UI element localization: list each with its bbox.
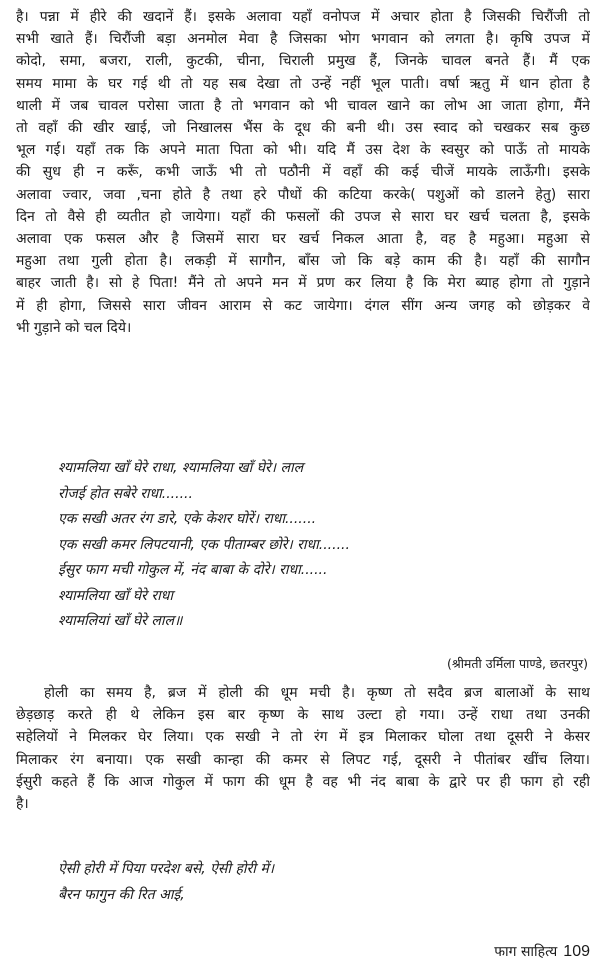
body-paragraph-2 [16, 682, 590, 815]
verse-line: रोजई होत सबेरे राधा....... [58, 485, 193, 502]
text-line: बाहर जाती है। सो हे पिता! मैंने तो अपने मन में प्रण कर लिया है कि मेरा ब्याह होगा तो गुड़ाने [16, 275, 590, 292]
text-line: सहेलियों ने मिलकर घेर लिया। एक सखी ने तो रंग में इत्र मिलाकर घोला तथा दूसरी ने केसर [16, 729, 590, 746]
text-line: भूल गई। यहाँ तक कि अपने माता पिता को भी। यदि मैं उस देश के स्वसुर को पाऊँ तो मायके [16, 142, 590, 159]
text-line: समय मामा के घर गई थी तो यह सब देखा तो उन्हें नहीं भूल पाती। वर्षा ऋतु में धान होता है [16, 75, 590, 92]
text-line: है। [16, 796, 29, 813]
text-line: भी गुड़ाने को चल दिये। [16, 319, 132, 336]
text-line: है। पन्ना में हीरे की खदानें हैं। इसके अलावा यहाँ वनोपज में अचार होता है जिसकी चिरौंजी तो [16, 9, 590, 25]
text-line: कोदो, समा, बजरा, राली, कुटकी, चीना, चिराली प्रमुख हैं, जिनके चावल बनते हैं। मैं एक [16, 53, 590, 70]
text-line: सभी खाते हैं। चिरौंजी बड़ा अनमोल मेवा है जिसका भोग भगवान को लगता है। कृषि उपज में [16, 31, 590, 48]
text-line: तो वहाँ की खीर खाई, जो निखालस भैंस के दूध की बनी थी। उस स्वाद को चखकर सब कुछ [16, 120, 590, 137]
text-line: होली का समय है, ब्रज में होली की धूम मची है। कृष्ण तो सदैव ब्रज बालाओं के साथ [44, 685, 590, 701]
verse-line: एक सखी कमर लिपटयानी, एक पीताम्बर छोरे। राधा....... [58, 536, 350, 553]
text-line: दिन तो वैसे ही व्यतीत हो जायेगा। यहाँ की फसलों की उपज से सारा घर खर्च चलता है, इसके [16, 208, 590, 225]
page-number: 109 [563, 943, 590, 960]
text-line: ईसुरी कहते हैं कि आज गोकुल में फाग की धूम है वह भी नंद बाबा के द्वारे पर ही फाग हो रही [16, 773, 590, 790]
verse-line: श्यामलिया खाँ घेरे राधा, श्यामलिया खाँ घेरे। लाल [58, 460, 304, 476]
text-line: में ही होगा, जिससे सारा जीवन आराम से कट जायेगा। दंगल सींग अन्य जगह को छोड़कर वे [16, 297, 590, 314]
folk-song-verse-2 [58, 857, 578, 908]
poem-attribution: (श्रीमती उर्मिला पाण्डे, छतरपुर) [446, 656, 588, 671]
body-paragraph-1 [16, 6, 590, 339]
text-line: थाली में जब चावल परोसा जाता है तो भगवान को भी चावल खाने का लोभ आ जाता होगा, मैंने [16, 97, 590, 114]
running-section-title: फाग साहित्य [494, 944, 558, 960]
verse-line: श्यामलियां खाँ घेरे लाल॥ [58, 613, 183, 629]
text-line: महुआ तथा गुली होता है। लकड़ी में सागौन, बाँस जो कि बड़े काम की है। यहाँ की सागौन [16, 253, 590, 270]
verse-line: एक सखी अतर रंग डारे, एके केशर घोरें। राधा....... [58, 511, 317, 527]
text-line: अलावा ज्वार, जवा ,चना होते है तथा हरे पौधों की कटिया करके( पशुओं को डालने हेतु) सारा [16, 186, 590, 203]
verse-line: बैरन फागुन की रित आई, [58, 886, 185, 903]
text-line: की सुध ही न करूँ, कभी जाऊँ भी तो पठौनी में वहाँ की कई चीजें मायके लाऊँगी। इसके [16, 164, 590, 181]
verse-line: श्यामलिया खाँ घेरे राधा [58, 587, 173, 604]
text-line: अलावा एक फसल और है जिसमें सारा घर खर्च निकल आता है, वह है महुआ। महुआ से [16, 231, 590, 248]
verse-line: ऐसी होरी में पिया परदेश बसे, ऐसी होरी में। [58, 861, 275, 877]
verse-line: ईसुर फाग मची गोकुल में, नंद बाबा के दोरे। राधा...... [58, 562, 328, 578]
folk-song-verse-1 [58, 456, 578, 635]
text-line: छेड़छाड़ करते ही थे लेकिन इस बार कृष्ण के साथ उल्टा हो गया। उन्हें राधा तथा उनकी [16, 707, 590, 724]
page-footer [494, 942, 590, 961]
text-line: मिलाकर रंग बनाया। एक सखी कान्हा की कमर से लिपट गई, दूसरी ने पीतांबर खींच लिया। [16, 751, 590, 768]
